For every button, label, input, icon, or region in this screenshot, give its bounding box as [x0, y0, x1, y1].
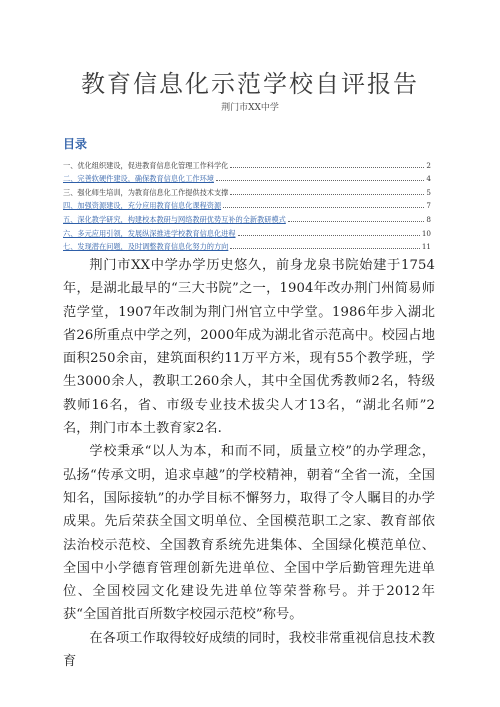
toc-entry-page-number: 10 — [421, 228, 431, 238]
toc-entry-label[interactable]: 六、多元应用引领，发展纵深推进学校教育信息化进程 — [63, 228, 236, 238]
toc-leader-dots — [288, 221, 425, 222]
toc-entry-page-number: 4 — [426, 174, 431, 184]
body-paragraph: 在各项工作取得较好成绩的同时，我校非常重视信息技术教育 — [63, 630, 435, 670]
toc-entry[interactable] — [63, 156, 431, 170]
toc-entry-page-number: 7 — [426, 201, 431, 211]
toc-leader-dots — [223, 207, 424, 208]
table-of-contents — [63, 156, 431, 251]
body-paragraph: 学校秉承“以人为本，和而不同，质量立校”的办学理念，弘扬“传承文明，追求卓越”的学校精神，朝着“全省一流，全国知名，国际接轨”的办学目标不懈努力，取得了令人瞩目的办学成果。先后荣获全国文明单位、全国模范职工之家、教育部依法治校示范校、全国教育系统先进集体、全国绿化模范单位、全国中小学德育管理创新先进单位、全国中学后勤管理先进单位、全国校园文化建设先进单位等荣誉称号。并于2012年获“全国首批百所数字校园示范校”称号。 — [63, 444, 435, 623]
document-title: 教育信息化示范学校自评报告 — [81, 70, 419, 98]
toc-entry-label[interactable]: 五、深化教学研究，构建校本教研与网络教研优势互补的全新教研模式 — [63, 214, 286, 224]
document-subtitle: 荆门市XX中学 — [221, 103, 279, 113]
toc-entry[interactable] — [63, 170, 431, 184]
toc-leader-dots — [238, 235, 420, 236]
toc-entry-label[interactable]: 七、发现潜在问题，及时调整教育信息化努力的方向 — [63, 242, 229, 252]
toc-entry-page-number: 5 — [426, 187, 431, 197]
toc-entry-label[interactable]: 四、加强资源建设，充分应用教育信息化课程资源 — [63, 201, 222, 211]
toc-entry-label[interactable]: 二、完善软硬件建设，确保教育信息化工作环境 — [63, 174, 214, 184]
body-paragraph: 荆门市XX中学办学历史悠久，前身龙泉书院始建于1754年，是湖北最早的“三大书院”之一，1904年改办荆门州简易师范学堂，1907年改制为荆门州官立中学堂。1986年步入湖北省26所重点中学之列，2000年成为湖北省示范高中。校园占地面积250余亩，建筑面积约11万平方米，现有55个教学班，学生3000余人，教职工260余人，其中全国优秀教师2名，特级教师16名，省、市级专业技术拔尖人才13名，“湖北名师”2名，荆门市本土教育家2名. — [63, 258, 435, 437]
toc-leader-dots — [216, 180, 424, 181]
toc-entry-label[interactable]: 三、强化师生培训，为教育信息化工作提供技术支撑 — [63, 187, 229, 197]
toc-leader-dots — [230, 167, 424, 168]
toc-entry[interactable] — [63, 183, 431, 197]
toc-entry[interactable] — [63, 224, 431, 238]
toc-heading: 目录 — [63, 137, 88, 151]
toc-entry-label[interactable]: 一、优化组织建设，促进教育信息化管理工作科学化 — [63, 160, 229, 170]
toc-entry-page-number: 11 — [421, 242, 431, 252]
toc-entry[interactable] — [63, 238, 431, 252]
toc-entry[interactable] — [63, 197, 431, 211]
toc-entry-page-number: 8 — [426, 214, 431, 224]
toc-entry-page-number: 2 — [426, 160, 431, 170]
report-body — [63, 254, 435, 673]
toc-leader-dots — [230, 248, 420, 249]
toc-leader-dots — [230, 194, 424, 195]
toc-entry[interactable] — [63, 210, 431, 224]
